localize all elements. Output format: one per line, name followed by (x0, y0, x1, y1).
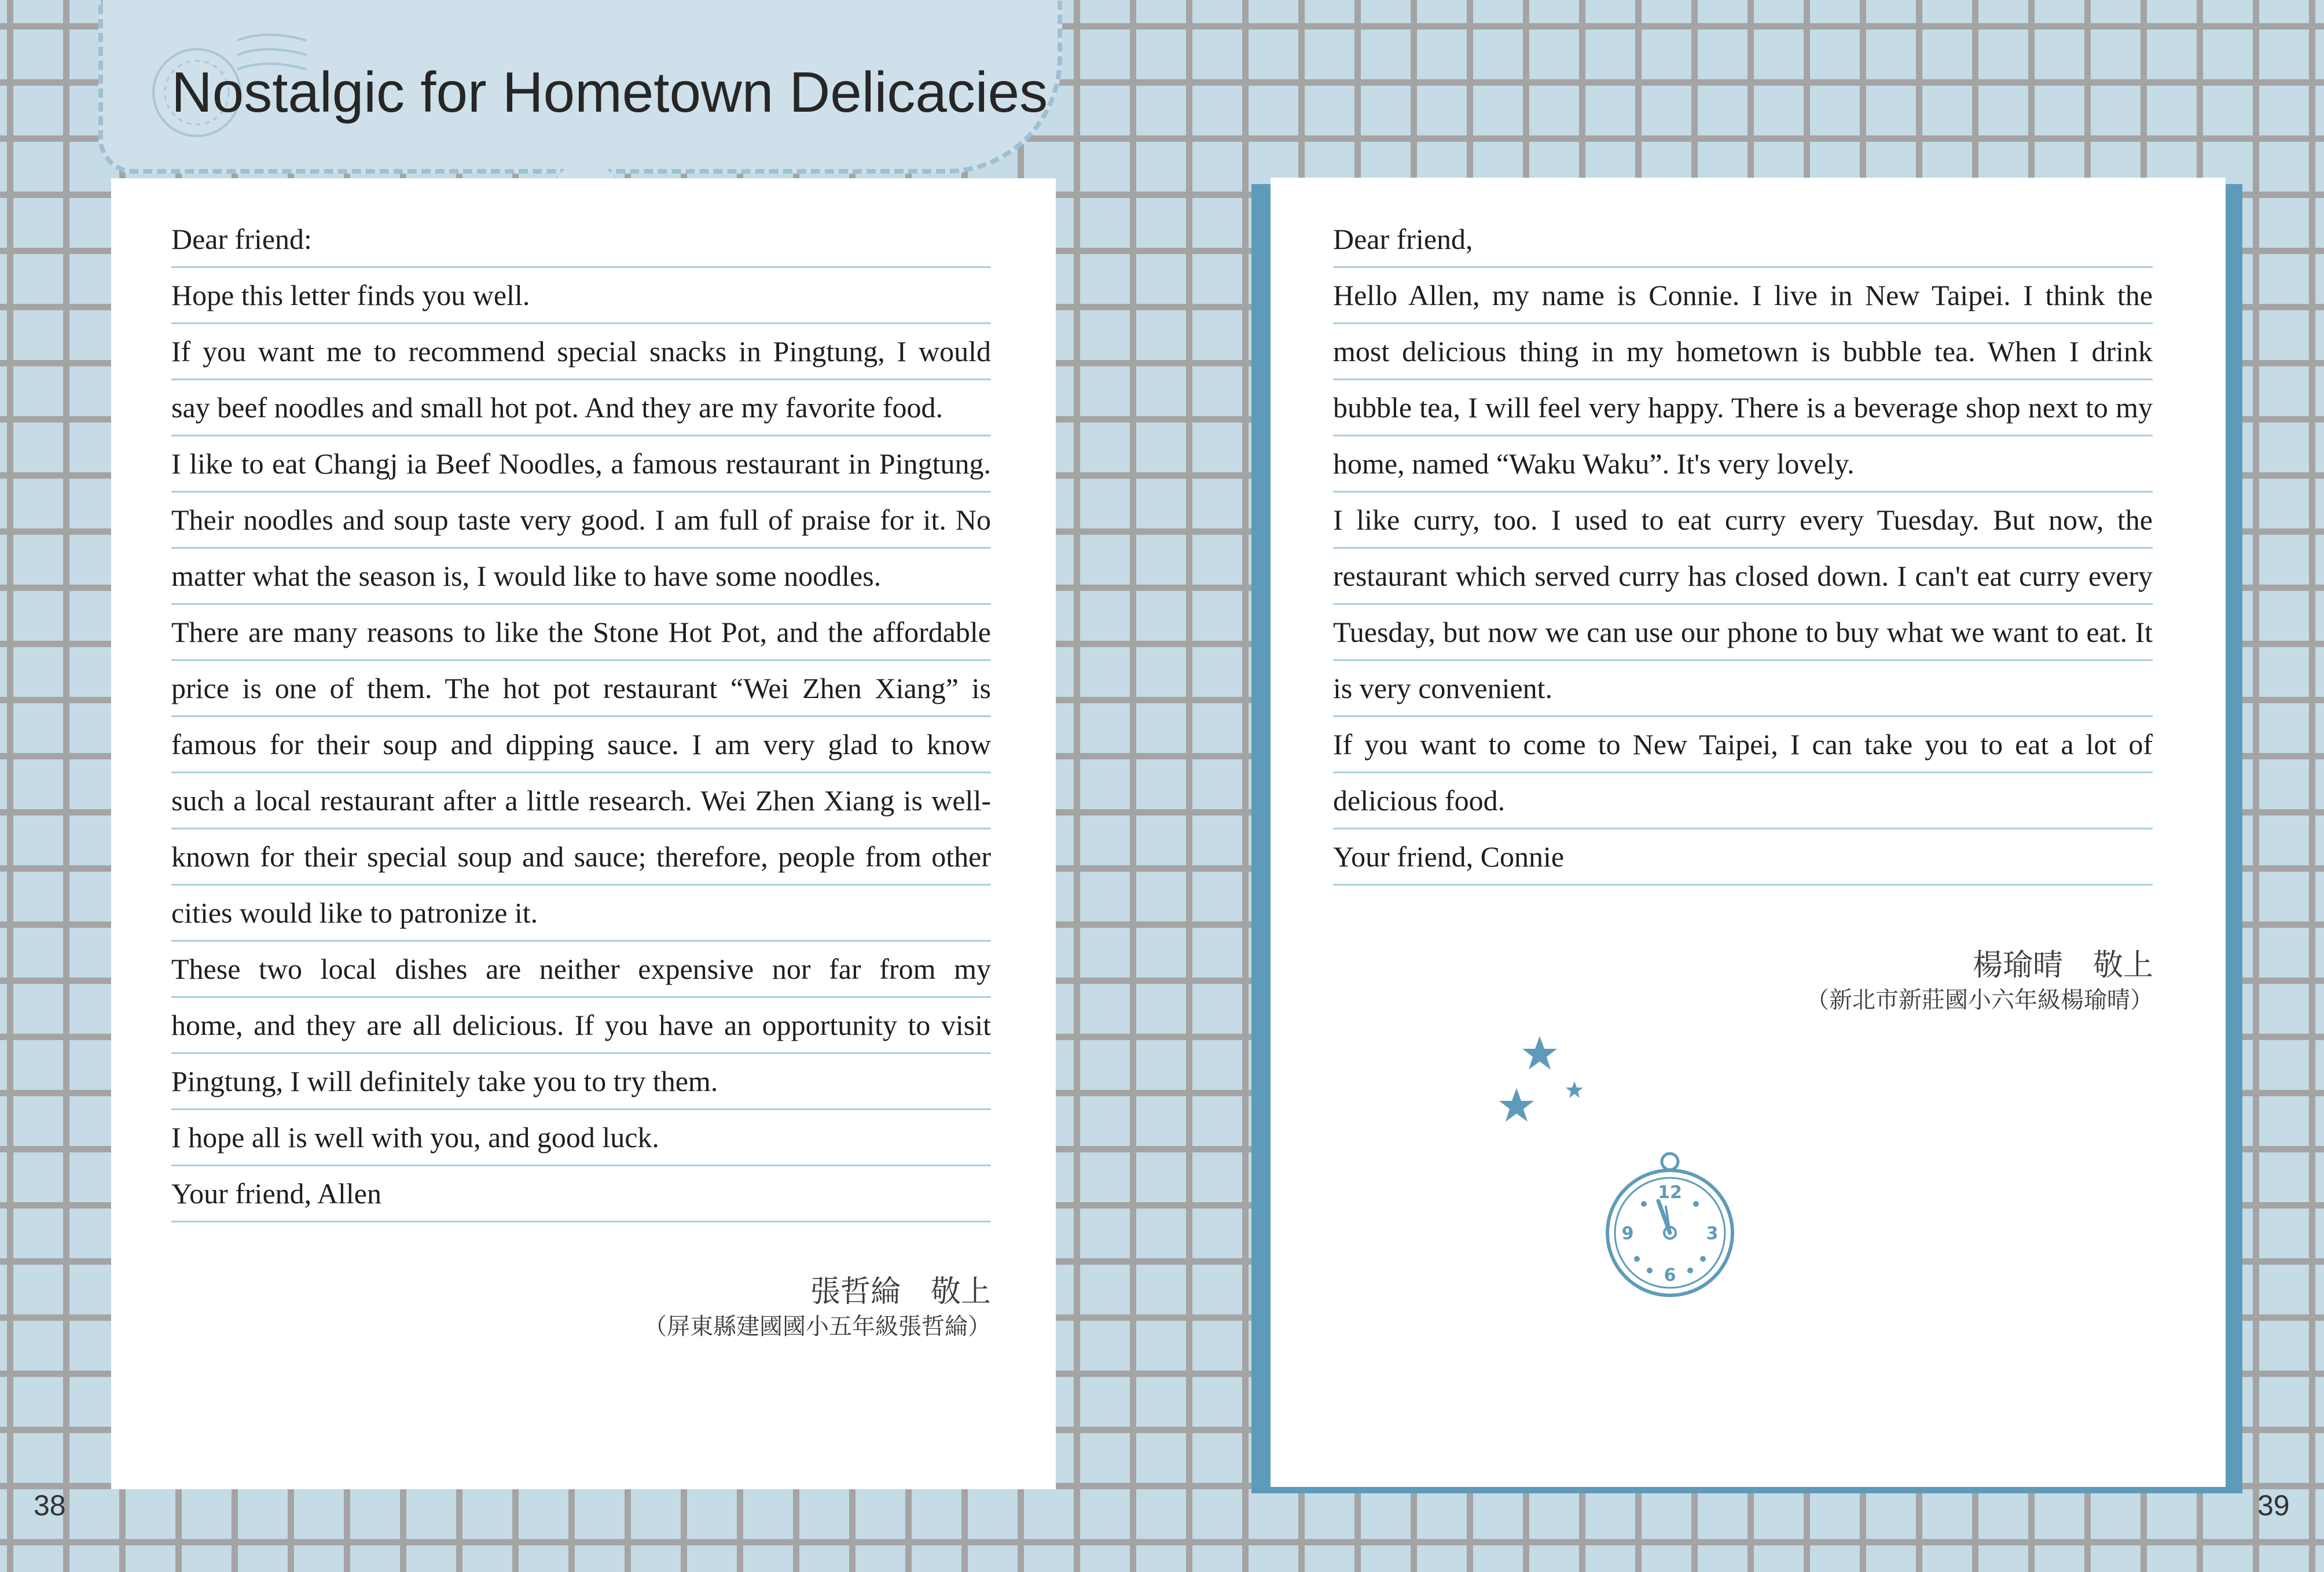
signature-school: （新北市新莊國小六年級楊瑜晴） (1806, 987, 2153, 1013)
letter-line: If you want to come to New Taipei, I can take you to eat a lot of (1333, 717, 2153, 773)
left-signature (521, 1273, 991, 1343)
letter-line: home, named “Waku Waku”. It's very lovely. (1333, 436, 2153, 493)
letter-line: Tuesday, but now we can use our phone to buy what we want to eat. It (1333, 605, 2153, 661)
left-letter (171, 212, 991, 1222)
clock-numeral: 3 (1706, 1224, 1719, 1244)
page-number-left: 38 (34, 1489, 66, 1522)
clock-numeral: 6 (1664, 1265, 1676, 1285)
letter-line: Dear friend, (1333, 212, 2153, 268)
letter-line: price is one of them. The hot pot restaurant “Wei Zhen Xiang” is (171, 661, 991, 717)
letter-line: such a local restaurant after a little research. Wei Zhen Xiang is well- (171, 773, 991, 829)
letter-line: Dear friend: (171, 212, 991, 268)
letter-line: cities would like to patronize it. (171, 886, 991, 942)
clock-numeral: 9 (1621, 1224, 1634, 1244)
letter-line: Pingtung, I will definitely take you to try them. (171, 1054, 991, 1110)
right-signature (1679, 947, 2153, 1016)
clock-icon (1598, 1149, 1742, 1305)
letter-line: bubble tea, I will feel very happy. There is a beverage shop next to my (1333, 380, 2153, 436)
page-title: Nostalgic for Hometown Delicacies (171, 60, 1048, 124)
letter-line: known for their special soup and sauce; therefore, people from other (171, 829, 991, 886)
letter-line: Their noodles and soup taste very good. I am full of praise for it. No (171, 493, 991, 549)
letter-line: famous for their soup and dipping sauce. I am very glad to know (171, 717, 991, 773)
letter-line: I like curry, too. I used to eat curry every Tuesday. But now, the (1333, 493, 2153, 549)
letter-line: Hope this letter finds you well. (171, 268, 991, 324)
letter-line: Hello Allen, my name is Connie. I live in New Taipei. I think the (1333, 268, 2153, 324)
letter-line: is very convenient. (1333, 661, 2153, 717)
signature-name: 楊瑜晴 敬上 (1972, 948, 2153, 983)
stars-icon (1493, 1036, 1598, 1134)
letter-line: home, and they are all delicious. If you have an opportunity to visit (171, 998, 991, 1054)
letter-line: say beef noodles and small hot pot. And they are my favorite food. (171, 380, 991, 436)
letter-line: If you want me to recommend special snacks in Pingtung, I would (171, 324, 991, 380)
letter-line: I like to eat Changj ia Beef Noodles, a famous restaurant in Pingtung. (171, 436, 991, 493)
letter-line: There are many reasons to like the Stone Hot Pot, and the affordable (171, 605, 991, 661)
letter-line: These two local dishes are neither expensive nor far from my (171, 942, 991, 998)
letter-line: restaurant which served curry has closed down. I can't eat curry every (1333, 549, 2153, 605)
clock-numeral: 12 (1658, 1182, 1682, 1203)
letter-line: delicious food. (1333, 773, 2153, 829)
letter-line: Your friend, Allen (171, 1166, 991, 1222)
signature-name: 張哲綸 敬上 (810, 1275, 991, 1309)
letter-line: matter what the season is, I would like to have some noodles. (171, 549, 991, 605)
signature-school: （屏東縣建國國小五年級張哲綸） (644, 1313, 991, 1340)
page-number-right: 39 (2257, 1489, 2290, 1522)
letter-line: most delicious thing in my hometown is bubble tea. When I drink (1333, 324, 2153, 380)
right-letter (1333, 212, 2153, 886)
letter-line: I hope all is well with you, and good luck. (171, 1110, 991, 1166)
letter-line: Your friend, Connie (1333, 829, 2153, 886)
